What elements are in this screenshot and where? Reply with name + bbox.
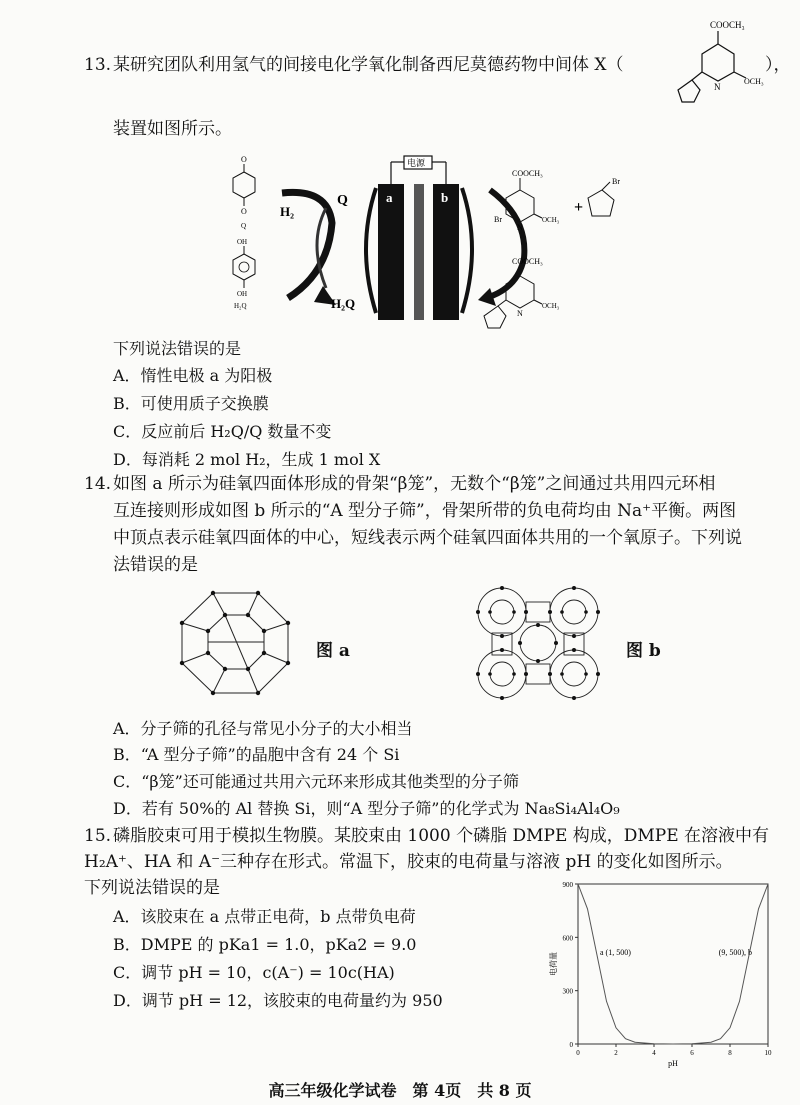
q13-number: 13. (84, 55, 112, 75)
q15-prompt: 下列说法错误的是 (84, 878, 220, 898)
annotation-b: (9, 500), b (718, 948, 752, 958)
q13-stem-part2: 装置如图所示。 (113, 119, 232, 139)
q13-option-c: C．反应前后 H₂Q/Q 数量不变 (113, 422, 332, 441)
page-footer: 高三年级化学试卷 第 4页 共 8 页 (268, 1081, 532, 1100)
q15-option-c: C．调节 pH = 10，c(A⁻) = 10c(HA) (113, 963, 395, 982)
x-tick-label: 8 (728, 1049, 732, 1057)
mol-label: OCH₃ (542, 302, 560, 310)
mol-label: H₂Q (234, 302, 247, 310)
hydroquinone-structure (233, 238, 255, 310)
plus-sign: + (574, 199, 584, 216)
figure-a-label: 图 a (316, 641, 350, 661)
molecule-x-structure (648, 14, 766, 104)
y-tick-label: 600 (562, 934, 573, 943)
zeolite-a-figure (470, 582, 610, 704)
crescent-icon (462, 188, 472, 313)
y-tick-label: 0 (569, 1041, 573, 1049)
q15-line-2: H₂A⁺、HA 和 A⁻三种存在形式。常温下，胶束的电荷量与溶液 pH 的变化如图所示。 (84, 852, 733, 872)
q13-prompt: 下列说法错误的是 (113, 339, 242, 358)
mol-label: COOCH₃ (512, 169, 543, 178)
q15-number: 15. (84, 826, 112, 846)
mol-label: O (241, 155, 247, 164)
q15-option-d: D．调节 pH = 12，该胶束的电荷量约为 950 (113, 991, 443, 1010)
mol-label: Br (494, 215, 502, 224)
mol-label: OH (237, 238, 248, 246)
bromocyclopentane-structure (588, 177, 620, 216)
x-tick-label: 10 (764, 1049, 772, 1057)
charge-vs-ph-chart (548, 872, 780, 1068)
x-tick-label: 0 (576, 1049, 580, 1057)
q14-option-c: C．“β笼”还可能通过共用六元环来形成其他类型的分子筛 (113, 772, 519, 791)
y-axis-label: 电荷量 (549, 952, 558, 976)
q14-line-2: 互连接则形成如图 b 所示的“A 型分子筛”，骨架所带的负电荷均由 Na⁺平衡。两图 (113, 501, 737, 521)
x-tick-label: 2 (614, 1049, 618, 1057)
q15-option-a: A．该胶束在 a 点带正电荷，b 点带负电荷 (113, 907, 416, 926)
electrode-a-label: a (386, 190, 393, 205)
electrode-b-label: b (441, 190, 449, 205)
q13-option-b: B．可使用质子交换膜 (113, 394, 269, 413)
crescent-icon (366, 188, 376, 313)
figure-b-label: 图 b (626, 641, 661, 661)
q13-stem-close: ）， (765, 55, 791, 75)
curved-arrow-icon (486, 190, 524, 298)
mol-label: N (517, 223, 523, 232)
y-tick-label: 900 (562, 881, 573, 889)
mol-label: N (517, 309, 523, 318)
y-tick-label: 300 (562, 987, 573, 996)
mol-label: O (241, 207, 247, 216)
plot-frame (578, 884, 768, 1044)
q15-option-b: B．DMPE 的 pKa1 = 1.0，pKa2 = 9.0 (113, 935, 417, 954)
h2-label: H₂ (280, 204, 295, 219)
x-tick-label: 6 (690, 1049, 694, 1057)
x-tick-label: 4 (652, 1049, 656, 1057)
q14-number: 14. (84, 474, 112, 494)
q14-line-4: 法错误的是 (113, 555, 198, 575)
q15-line-1: 磷脂胶束可用于模拟生物膜。某胶束由 1000 个磷脂 DMPE 构成，DMPE 在溶液中有 (113, 826, 770, 846)
mol-label: OCH₃ (744, 77, 764, 86)
mol-label: Q (241, 222, 247, 230)
q14-line-3: 中顶点表示硅氧四面体的中心，短线表示两个硅氧四面体共用的一个氧原子。下列说 (113, 528, 742, 548)
mol-label: COOCH₃ (512, 257, 543, 266)
q14-line-1: 如图 a 所示为硅氧四面体形成的骨架“β笼”，无数个“β笼”之间通过共用四元环相 (113, 474, 716, 494)
mol-label: N (714, 82, 721, 92)
mol-label: OCH₃ (542, 216, 560, 224)
x-axis-label: pH (668, 1059, 678, 1068)
q13-option-d: D．每消耗 2 mol H₂，生成 1 mol X (113, 450, 381, 469)
q14-option-d: D．若有 50%的 Al 替换 Si，则“A 型分子筛”的化学式为 Na₈Si₄Al₄O₉ (113, 799, 620, 818)
q14-option-b: B．“A 型分子筛”的晶胞中含有 24 个 Si (113, 745, 400, 764)
q-label: Q (337, 193, 348, 208)
q14-option-a: A．分子筛的孔径与常见小分子的大小相当 (113, 719, 413, 738)
mol-label: Br (612, 177, 620, 186)
charge-curve (578, 884, 768, 1044)
membrane (414, 184, 424, 320)
beta-cage-figure (170, 585, 300, 700)
h2q-label: H₂Q (331, 296, 356, 311)
mol-label: COOCH₃ (710, 20, 745, 30)
mol-label: OH (237, 290, 248, 298)
electrochem-apparatus (228, 148, 628, 333)
power-label: 电源 (407, 158, 426, 168)
q13-option-a: A．惰性电极 a 为阳极 (113, 366, 273, 385)
q13-stem-part1: 某研究团队利用氢气的间接电化学氧化制备西尼莫德药物中间体 X（ (113, 55, 624, 75)
annotation-a: a (1, 500) (600, 948, 631, 958)
quinone-structure (233, 155, 255, 230)
